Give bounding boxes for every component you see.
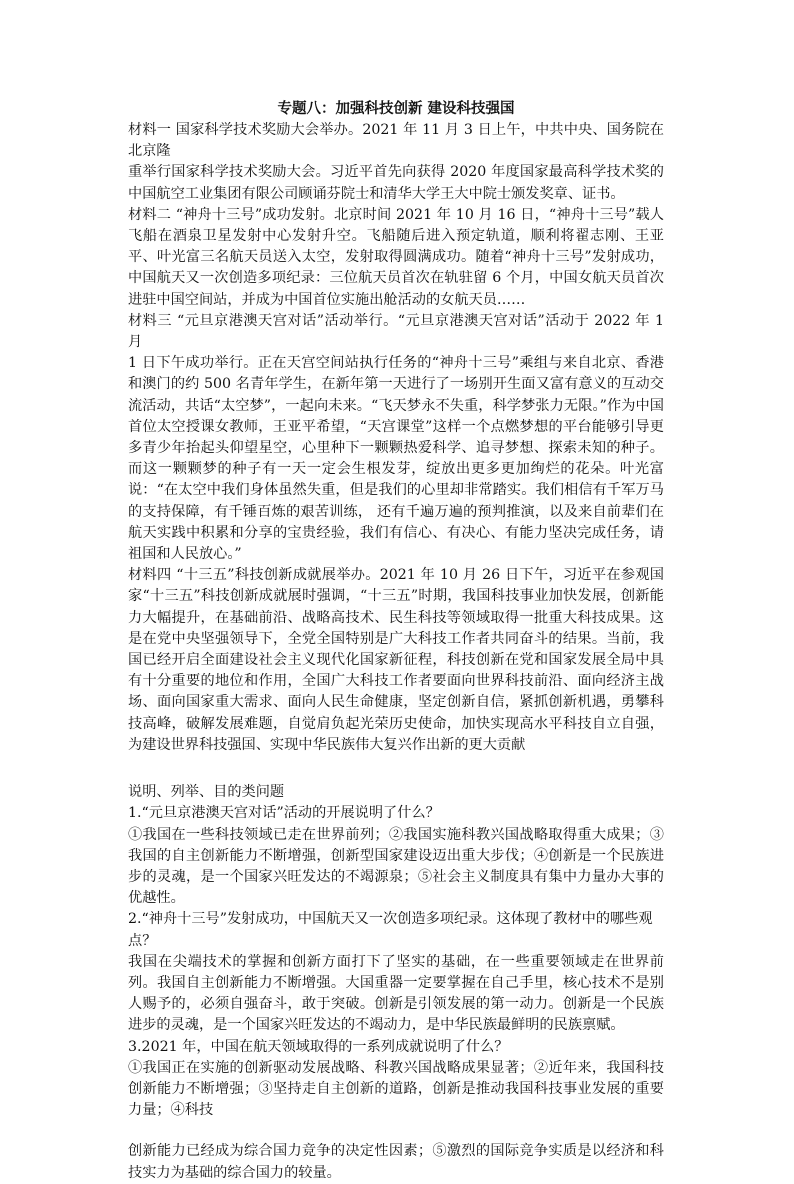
question-3: 3.2021 年，中国在航天领域取得的一系列成就说明了什么？ — [128, 1038, 509, 1055]
answer-3-continuation: 创新能力已经成为综合国力竞争的决定性因素；⑤激烈的国际竞争实质是以经济和科技实力为基础的综合国力的较量。 — [128, 1143, 664, 1181]
material-2: 材料二 “神舟十三号”成功发射。北京时间 2021 年 10 月 16 日，“神舟十三号”载人飞船在酒泉卫星发射中心发射升空。飞船随后进入预定轨道，顺利将翟志刚、王亚平、叶光富三名航天员送入太空，发射取得圆满成功。随着“神舟十三号”发射成功，中国航天又一次创造多项纪录：三位航天员首次在轨驻留 6 个月，中国女航天员首次进驻中国空间站，并成为中国首位实施出舱活动的女航天员…… — [128, 206, 664, 308]
answer-2: 我国在尖端技术的掌握和创新方面打下了坚实的基础，在一些重要领域走在世界前列。我国自主创新能力不断增强。大国重器一定要掌握在自己手里，核心技术不是别人赐予的，必须自强奋斗，敢于突破。创新是引领发展的第一动力。创新是一个民族进步的灵魂，是一个国家兴旺发达的不竭动力，是中华民族最鲜明的民族禀赋。 — [128, 953, 664, 1034]
document-page — [128, 98, 664, 1184]
material-4: 材料四 “十三五”科技创新成就展举办。2021 年 10 月 26 日下午，习近平在参观国家“十三五”科技创新成就展时强调，“十三五”时期，我国科技事业加快发展，创新能力大幅提升，在基础前沿、战略高技术、民生科技等领域取得一批重大科技成果。这是在党中央坚强领导下，全党全国特别是广大科技工作者共同奋斗的结果。当前，我国已经开启全面建设社会主义现代化国家新征程，科技创新在党和国家发展全局中具有十分重要的地位和作用，全国广大科技工作者要面向世界科技前沿、面向经济主战场、面向国家重大需求、面向人民生命健康，坚定创新自信，紧抓创新机遇，勇攀科技高峰，破解发展难题，自觉肩负起光荣历史使命，加快实现高水平科技自立自强，为建设世界科技强国、实现中华民族伟大复兴作出新的更大贡献 — [128, 567, 664, 753]
question-2: 2.“神舟十三号”发射成功，中国航天又一次创造多项纪录。这体现了教材中的哪些观点？ — [128, 911, 653, 949]
page-title: 专题八：加强科技创新 建设科技强国 — [277, 100, 515, 117]
material-1-line-2: 重举行国家科学技术奖励大会。习近平首先向获得 2020 年度国家最高科学技术奖的中国航空工业集团有限公司顾诵芬院士和清华大学王大中院士颁发奖章、证书。 — [128, 164, 664, 202]
spacer — [128, 756, 664, 782]
spacer — [128, 1121, 664, 1141]
material-1-line-1: 材料一 国家科学技术奖励大会举办。2021 年 11 月 3 日上午，中共中央、国务院在北京隆 — [128, 122, 664, 160]
section-heading: 说明、列举、目的类问题 — [128, 784, 285, 801]
material-3-body: 1 日下午成功举行。正在天宫空间站执行任务的“神舟十三号”乘组与来自北京、香港和澳门的约 500 名青年学生，在新年第一天进行了一场别开生面又富有意义的互动交流活动，共话“太空梦”，一起向未来。“飞天梦永不失重，科学梦张力无限。”作为中国首位太空授课女教师，王亚平希望，“天宫课堂”这样一个点燃梦想的平台能够引导更多青少年抬起头仰望星空，心里种下一颗颗热爱科学、追寻梦想、探索未知的种子。而这一颗颗梦的种子有一天一定会生根发芽，绽放出更多更加绚烂的花朵。叶光富说：“在太空中我们身体虽然失重，但是我们的心里却非常踏实。我们相信有千军万马的支持保障，有千锤百炼的艰苦训练， 还有千遍万遍的预判推演，以及来自前辈们在航天实践中积累和分享的宝贵经验，我们有信心、有决心、有能力坚决完成任务，请祖国和人民放心。” — [128, 355, 664, 563]
material-3-line-1: 材料三 “元旦京港澳天宫对话”活动举行。“元旦京港澳天宫对话”活动于 2022 年 1 月 — [128, 312, 664, 351]
answer-3: ①我国正在实施的创新驱动发展战略、科教兴国战略成果显著；②近年来，我国科技创新能力不断增强；③坚持走自主创新的道路，创新是推动我国科技事业发展的重要力量；④科技 — [128, 1059, 664, 1119]
question-1: 1.“元旦京港澳天宫对话”活动的开展说明了什么？ — [128, 805, 440, 822]
answer-1: ①我国在一些科技领域已走在世界前列；②我国实施科教兴国战略取得重大成果；③我国的自主创新能力不断增强，创新型国家建设迈出重大步伐；④创新是一个民族进步的灵魂，是一个国家兴旺发达的不竭源泉；⑤社会主义制度具有集中力量办大事的优越性。 — [128, 826, 664, 907]
